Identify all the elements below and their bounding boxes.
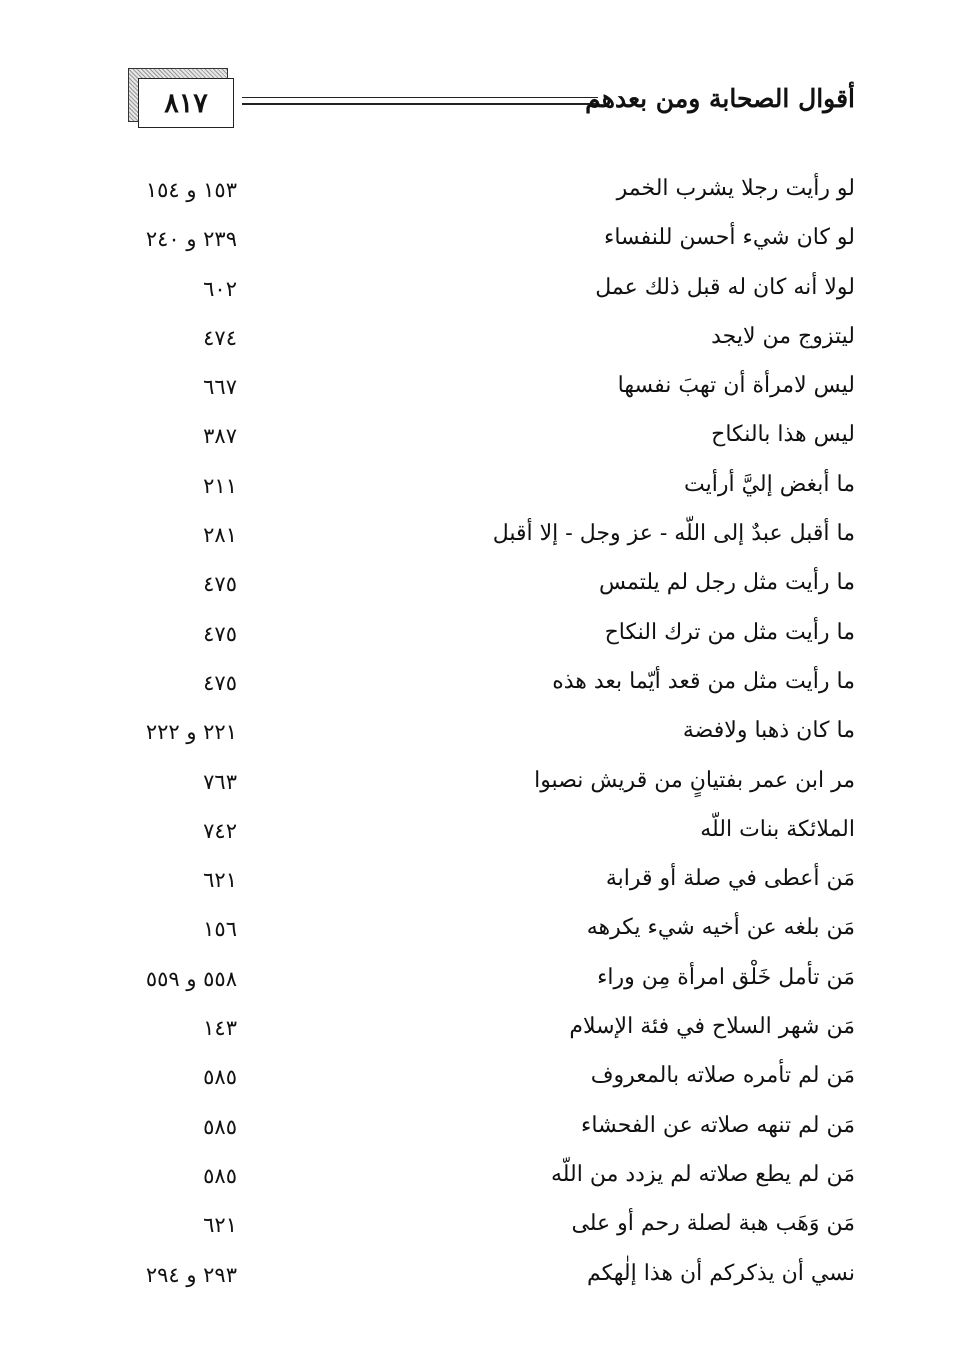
index-entry-page-ref: ٢٩٣ و ٢٩٤ bbox=[145, 1262, 237, 1287]
index-row bbox=[0, 1253, 955, 1302]
index-entry-page-ref: ١٤٣ bbox=[203, 1016, 237, 1041]
index-entry-page-ref: ١٥٣ و ١٥٤ bbox=[145, 178, 237, 202]
index-entry-text: مَن لم يطع صلاته لم يزدد من اللّه bbox=[550, 1161, 855, 1187]
index-row bbox=[0, 1203, 955, 1252]
index-entry-text: مَن شهر السلاح في فئة الإسلام bbox=[569, 1014, 855, 1040]
index-row bbox=[0, 809, 955, 858]
index-row bbox=[0, 612, 955, 661]
index-row bbox=[0, 858, 955, 907]
index-entry-page-ref: ٥٨٥ bbox=[203, 1163, 237, 1188]
index-row bbox=[0, 1055, 955, 1104]
index-entry-page-ref: ٢١١ bbox=[203, 473, 237, 498]
index-entry-text: مَن لم تنهه صلاته عن الفحشاء bbox=[581, 1112, 855, 1138]
page-number-box bbox=[128, 68, 236, 130]
index-row bbox=[0, 760, 955, 809]
index-entry-text: مَن أعطى في صلة أو قرابة bbox=[605, 866, 855, 892]
index-entry-text: ليس لامرأة أن تهبَ نفسها bbox=[617, 373, 855, 399]
index-entry-text: ما رأيت مثل من قعد أيّما بعد هذه bbox=[552, 668, 855, 694]
index-entry-text: ما أقبل عبدٌ إلى اللّه - عز وجل - إلا أقبل bbox=[492, 521, 855, 547]
index-row bbox=[0, 562, 955, 611]
index-entry-text: لو رأيت رجلا يشرب الخمر bbox=[616, 176, 855, 201]
index-entry-page-ref: ٤٧٥ bbox=[203, 670, 237, 695]
index-row bbox=[0, 1006, 955, 1055]
page-title: أقوال الصحابة ومن بعدهم bbox=[585, 84, 855, 113]
index-entry-page-ref: ٥٥٨ و ٥٥٩ bbox=[145, 966, 237, 991]
header-rule bbox=[242, 97, 598, 105]
index-row bbox=[0, 1105, 955, 1154]
index-entry-text: مَن وَهَب هبة لصلة رحم أو على bbox=[571, 1211, 855, 1237]
index-row bbox=[0, 710, 955, 759]
index-row bbox=[0, 661, 955, 710]
index-entry-page-ref: ٧٤٢ bbox=[203, 818, 237, 843]
index-entry-text: لو كان شيء أحسن للنفساء bbox=[603, 225, 855, 251]
index-row bbox=[0, 414, 955, 463]
index-row bbox=[0, 1154, 955, 1203]
index-entry-text: الملائكة بنات اللّه bbox=[700, 816, 855, 842]
index-row bbox=[0, 168, 955, 217]
index-entry-page-ref: ٦٠٢ bbox=[203, 276, 237, 301]
index-row bbox=[0, 217, 955, 266]
index-entry-text: مَن بلغه عن أخيه شيء يكرهه bbox=[586, 915, 855, 941]
index-entry-page-ref: ٢٣٩ و ٢٤٠ bbox=[145, 227, 237, 252]
index-entry-page-ref: ٣٨٧ bbox=[203, 424, 237, 449]
index-entry-page-ref: ٢٢١ و ٢٢٢ bbox=[145, 720, 237, 745]
index-entry-page-ref: ٦٢١ bbox=[203, 1213, 237, 1238]
index-entry-page-ref: ٤٧٥ bbox=[203, 572, 237, 597]
index-entry-text: ليتزوج من لايجد bbox=[711, 323, 855, 349]
index-entry-page-ref: ٦٦٧ bbox=[203, 375, 237, 400]
index-entry-text: ما رأيت مثل من ترك النكاح bbox=[604, 619, 855, 645]
index-entry-text: مر ابن عمر بفتيانٍ من قريش نصبوا bbox=[534, 767, 855, 793]
index-entry-page-ref: ٥٨٥ bbox=[203, 1114, 237, 1139]
index-entry-text: مَن لم تأمره صلاته بالمعروف bbox=[590, 1063, 855, 1089]
index-entry-page-ref: ٤٧٤ bbox=[203, 325, 237, 350]
index-entry-text: ما أبغض إليَّ أرأيت bbox=[684, 471, 855, 497]
index-entry-page-ref: ٥٨٥ bbox=[203, 1065, 237, 1090]
index-entry-page-ref: ٢٨١ bbox=[203, 523, 237, 548]
index-row bbox=[0, 957, 955, 1006]
page-number: ٨١٧ bbox=[138, 78, 234, 128]
index-list bbox=[0, 168, 955, 1302]
index-entry-text: ما كان ذهبا ولافضة bbox=[682, 718, 855, 744]
index-entry-page-ref: ٦٢١ bbox=[203, 868, 237, 893]
index-entry-page-ref: ٧٦٣ bbox=[203, 769, 237, 794]
index-entry-page-ref: ١٥٦ bbox=[203, 917, 237, 942]
index-row bbox=[0, 464, 955, 513]
index-entry-text: مَن تأمل خَلْق امرأة مِن وراء bbox=[597, 964, 855, 990]
index-entry-text: ما رأيت مثل رجل لم يلتمس bbox=[598, 570, 855, 596]
index-row bbox=[0, 267, 955, 316]
index-entry-text: لولا أنه كان له قبل ذلك عمل bbox=[595, 274, 855, 300]
index-entry-page-ref: ٤٧٥ bbox=[203, 621, 237, 646]
index-row bbox=[0, 365, 955, 414]
index-row bbox=[0, 907, 955, 956]
index-entry-text: ليس هذا بالنكاح bbox=[711, 422, 855, 448]
index-row bbox=[0, 513, 955, 562]
index-row bbox=[0, 316, 955, 365]
index-entry-text: نسي أن يذكركم أن هذا إلٰهكم bbox=[587, 1260, 855, 1286]
